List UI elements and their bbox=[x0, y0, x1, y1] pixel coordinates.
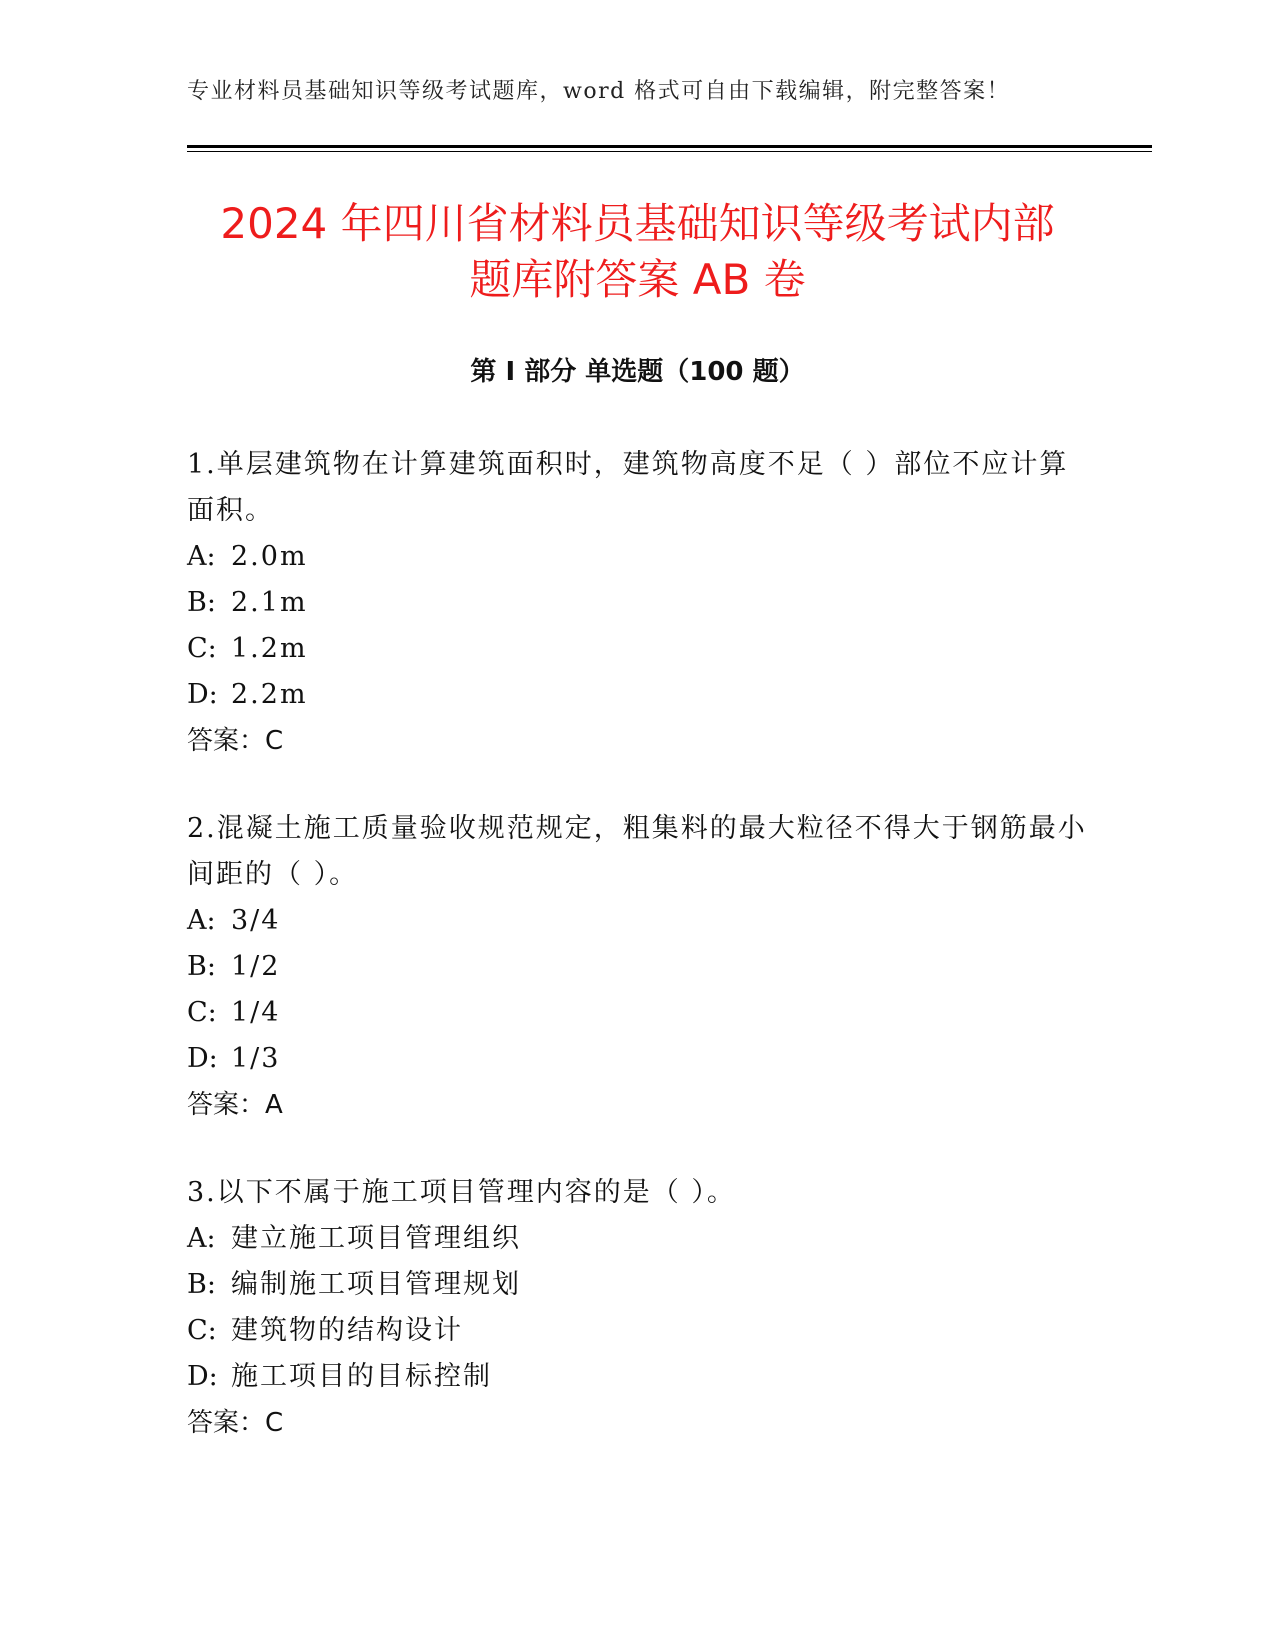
option-letter: D: bbox=[187, 679, 218, 710]
option-d bbox=[187, 1036, 1087, 1082]
option-b bbox=[187, 580, 1087, 626]
option-text: 施工项目的目标控制 bbox=[231, 1361, 492, 1392]
option-text: 编制施工项目管理规划 bbox=[231, 1269, 521, 1300]
option-letter: D: bbox=[187, 1043, 218, 1074]
header-note: 专业材料员基础知识等级考试题库，word 格式可自由下载编辑，附完整答案！ bbox=[187, 79, 1011, 104]
answer-line: 答案：A bbox=[187, 1090, 283, 1120]
option-letter: B: bbox=[187, 587, 216, 618]
section-title: 第 I 部分 单选题（100 题） bbox=[470, 357, 805, 387]
option-a bbox=[187, 898, 1087, 944]
option-c bbox=[187, 990, 1087, 1036]
option-letter: A: bbox=[187, 1223, 216, 1254]
header-divider-thick bbox=[187, 145, 1152, 148]
option-text: 2.0m bbox=[231, 541, 308, 572]
question-1 bbox=[187, 442, 1087, 764]
option-letter: C: bbox=[187, 633, 217, 664]
answer-line: 答案：C bbox=[187, 726, 284, 756]
option-letter: C: bbox=[187, 997, 217, 1028]
option-text: 1/2 bbox=[231, 951, 281, 982]
option-text: 建立施工项目管理组织 bbox=[231, 1223, 521, 1254]
option-letter: A: bbox=[187, 541, 216, 572]
option-c bbox=[187, 1308, 1087, 1354]
option-text: 3/4 bbox=[231, 905, 281, 936]
question-3 bbox=[187, 1170, 1087, 1446]
option-letter: C: bbox=[187, 1315, 217, 1346]
option-d bbox=[187, 1354, 1087, 1400]
option-letter: B: bbox=[187, 1269, 216, 1300]
document-title-line-2: 题库附答案 AB 卷 bbox=[469, 255, 806, 304]
option-letter: B: bbox=[187, 951, 216, 982]
option-letter: A: bbox=[187, 905, 216, 936]
option-c bbox=[187, 626, 1087, 672]
option-a bbox=[187, 1216, 1087, 1262]
header-divider-thin bbox=[187, 151, 1152, 152]
option-text: 1/3 bbox=[231, 1043, 281, 1074]
option-letter: D: bbox=[187, 1361, 218, 1392]
question-stem: 1.单层建筑物在计算建筑面积时，建筑物高度不足（ ）部位不应计算面积。 bbox=[187, 449, 1069, 526]
option-text: 2.2m bbox=[231, 679, 308, 710]
answer-line: 答案：C bbox=[187, 1408, 284, 1438]
document-title-line-1: 2024 年四川省材料员基础知识等级考试内部 bbox=[220, 199, 1055, 248]
option-b bbox=[187, 944, 1087, 990]
option-text: 建筑物的结构设计 bbox=[231, 1315, 463, 1346]
option-a bbox=[187, 534, 1087, 580]
option-text: 1.2m bbox=[231, 633, 308, 664]
question-2 bbox=[187, 806, 1087, 1128]
option-text: 1/4 bbox=[231, 997, 281, 1028]
option-d bbox=[187, 672, 1087, 718]
option-b bbox=[187, 1262, 1087, 1308]
question-stem: 3.以下不属于施工项目管理内容的是（ ）。 bbox=[187, 1177, 736, 1208]
question-stem: 2.混凝土施工质量验收规范规定，粗集料的最大粒径不得大于钢筋最小间距的（ ）。 bbox=[187, 813, 1087, 890]
option-text: 2.1m bbox=[231, 587, 308, 618]
document-title bbox=[160, 196, 1115, 308]
